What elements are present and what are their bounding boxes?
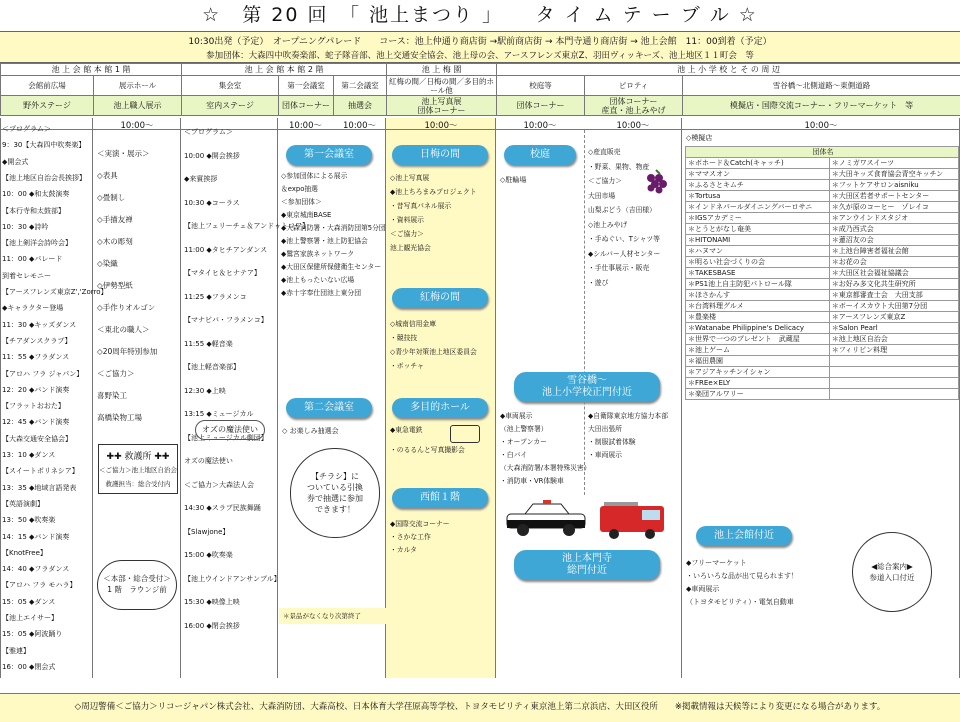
- kotei-pill: 校庭: [504, 145, 576, 165]
- piloti-line: ＜ご協力＞: [588, 177, 622, 185]
- hakubai-line: ◇池上写真展: [390, 174, 430, 182]
- time-piloti: 10:00〜: [616, 121, 650, 131]
- hq-reception: ＜本部・総合受付＞ 1 階 ラウンジ前: [97, 560, 177, 610]
- theme-group: 団体コーナー: [279, 96, 334, 116]
- kaikan-line: ・いろいろな品が出て見られます！: [686, 572, 798, 580]
- hakubai-line: 池上観光協会: [390, 244, 431, 252]
- shukai-line: 13:15 ◆ミュージカル: [184, 410, 254, 418]
- tamokuteki-line: ◆東急電鉄: [390, 426, 423, 434]
- room-piloti: ピロティ: [585, 76, 683, 96]
- tenji-line: ◇染織: [97, 259, 118, 268]
- stall-left: ＊TAKESBASE: [686, 268, 830, 279]
- stall-left: ＊楽団アルワリー: [686, 389, 830, 400]
- stall-left: ＊池上ゲーム: [686, 345, 830, 356]
- stall-head: 団体名: [686, 147, 959, 158]
- stall-left: ＊HITONAMI: [686, 235, 830, 246]
- stall-right: ＊アンウインドスタジオ: [829, 213, 958, 224]
- stall-right: ＊アースフレンズ東京Z: [829, 312, 958, 323]
- yukigaya_l-line: （池上警察署）: [500, 425, 548, 433]
- room1-line: ◆大森消防署・大森消防団第5分団: [281, 224, 386, 232]
- stall-right: ＊大田区社会福祉協議会: [829, 268, 958, 279]
- piloti-line: ・手仕事展示・販売: [588, 264, 650, 272]
- stall-left: ＊Watanabe Philippine's Delicacy: [686, 323, 830, 334]
- stage-line: 【アースフレンズ東京Z','Zorro】: [2, 288, 108, 296]
- room-kotei: 校庭等: [497, 76, 585, 96]
- shukai-line: 10:00 ◆開会挨拶: [184, 151, 240, 160]
- tenji-line: ◇畳制し: [97, 193, 126, 202]
- stage-line: 15：05 ◆ダンス: [2, 597, 56, 606]
- shukai-line: 【池上ウインドアンサンブル】: [184, 574, 281, 583]
- room1-line: ◆池上もったいない広場: [281, 276, 355, 284]
- stall-right: ＊お花の会: [829, 257, 958, 268]
- stall-left: ＊豊楽楼: [686, 312, 830, 323]
- stage-line: 12：20 ◆バンド演奏: [2, 385, 70, 394]
- stall-right: ＊フットケアサロンaisniku: [829, 180, 958, 191]
- page-title: ☆ 第 20 回 「 池上まつり 」 タ イ ム テ ー ブ ル ☆: [202, 4, 758, 26]
- stall-right: [829, 367, 958, 378]
- stall-right: ＊池上地区自治会: [829, 334, 958, 345]
- stall-left: ＊ママスオン: [686, 169, 830, 180]
- theme-photo: 池上写真展 団体コーナー: [387, 96, 497, 116]
- shukai-line: オズの魔法使い: [184, 457, 233, 465]
- kaikan-pill: 池上会館付近: [696, 526, 792, 546]
- stage-line: 到着セレモニー: [2, 271, 51, 280]
- shukai-line: 【マナビバ・フラメンコ】: [184, 316, 268, 324]
- tamokuteki-pill: 多目的ホール: [392, 398, 488, 418]
- yukigaya_l-line: ・消防車・VR体験車: [500, 477, 564, 485]
- stage-line: ◆開会式: [2, 157, 29, 166]
- stall-left: ＊ハヌマン: [686, 246, 830, 257]
- time-kotei: 10:00〜: [523, 121, 557, 131]
- piloti-line: 大田市場: [588, 191, 616, 200]
- venue-school: 池 上 小 学 校 と そ の 周 辺: [497, 64, 960, 76]
- shukai-line: 15:00 ◆吹奏楽: [184, 551, 233, 559]
- tenji-line: ＜ご協力＞: [97, 369, 135, 378]
- room-1: 第一会議室: [279, 76, 334, 96]
- yukigaya_r-line: ・車両展示: [588, 451, 622, 459]
- tenji-line: ◇伊勢型紙: [97, 281, 133, 290]
- koubai-pill: 紅梅の間: [392, 288, 488, 308]
- shukai-line: 11:00 ◆タヒチアンダンス: [184, 245, 268, 254]
- stall-right: ＊ボーイスカウト大田第7分団: [829, 301, 958, 312]
- kaikan-line: （トヨタモビリティ）・電気自動車: [686, 598, 794, 606]
- shukai-line: 【池上軽音楽部】: [184, 363, 240, 371]
- honmonji-pill: 池上本門寺 総門付近: [514, 550, 660, 580]
- room-plaza: 会館前広場: [1, 76, 94, 96]
- koubai-line: ・競技技: [390, 334, 418, 342]
- yukigaya_l-line: （大森消防署/本署特殊災害）: [500, 464, 591, 472]
- shukai-line: ＜プログラム＞: [184, 128, 233, 136]
- venue-honkan-2f: 池 上 会 館 本 館 2 階: [182, 64, 387, 76]
- room-exhibit-hall: 展示ホール: [94, 76, 182, 96]
- oz-badge: オズの魔法使い: [195, 420, 265, 440]
- room1-line: ＆expo抽選: [281, 185, 318, 193]
- room-shukai: 集会室: [182, 76, 279, 96]
- yukigaya_l-line: ・白バイ: [500, 451, 528, 459]
- koubai-line: ◇青少年対策池上地区委員会: [390, 348, 477, 356]
- yukigaya-pill: 雪谷橋〜 池上小学校正門付近: [514, 372, 660, 402]
- stage-line: 【本行寺和太鼓部】: [2, 206, 65, 215]
- stage-line: 【池上エイサー】: [2, 614, 58, 622]
- fire-truck-icon: [598, 498, 666, 540]
- stage-line: 11：30 ◆キッズダンス: [2, 320, 77, 329]
- kaikan-line: ◆フリーマーケット: [686, 559, 747, 567]
- yukigaya_r-line: ◆自衛隊東京地方協力本部: [588, 412, 668, 420]
- tenji-line: ◇手描友禅: [97, 215, 133, 224]
- stall-left: ＊とうとがなし奄美: [686, 224, 830, 235]
- yukigaya_r-line: 大田出張所: [588, 425, 622, 433]
- tenji-line: ◇手作りオルゴン: [97, 303, 156, 312]
- stage-line: 【スイートポリネシア】: [2, 467, 79, 476]
- stall-left: ＊IGSアカデミー: [686, 213, 830, 224]
- piloti-line: ・野菜、果物、物産: [588, 162, 650, 171]
- room1-pill: 第一会議室: [286, 145, 372, 165]
- stall-right: ＊お好み多文化共生研究所: [829, 279, 958, 290]
- stall-right: ＊上池台障害者福祉会館: [829, 246, 958, 257]
- tenji-line: ◇20周年特別参加: [97, 347, 158, 356]
- venue-baien: 池 上 梅 園: [387, 64, 497, 76]
- stall-right: ＊大田キッズ食育協会青空キッチン: [829, 169, 958, 180]
- stage-line: 16：00 ◆閉会式: [2, 662, 56, 671]
- stall-right: ＊ノミガワスイーツ: [829, 158, 958, 169]
- theme-indoor: 室内ステージ: [182, 96, 279, 116]
- stage-line: 13：50 ◆吹奏楽: [2, 516, 56, 525]
- piloti-line: ・遊び: [588, 278, 609, 287]
- stage-line: 15：05 ◆阿波踊り: [2, 630, 63, 639]
- stall-left: ＊ふるさとキムチ: [686, 180, 830, 191]
- room2-lottery: ◇ お楽しみ抽選会: [282, 427, 339, 435]
- stage-line: 【英語演劇】: [2, 499, 44, 508]
- stage-line: 10：30 ◆詩吟: [2, 222, 49, 231]
- shukai-line: ◆来賓挨拶: [184, 175, 218, 183]
- stall-left: ＊Tortusa: [686, 191, 830, 202]
- divider-kotei: [584, 130, 585, 495]
- shukai-line: 11:55 ◆軽音楽: [184, 339, 233, 348]
- tamokuteki-line: ・のるるんと写真撮影会: [390, 446, 465, 454]
- room1-line: ◆鷲宮家族ネットワーク: [281, 250, 355, 258]
- footer: ◇周辺警備＜ご協力＞リコージャパン株式会社、大森消防団、大森高校、日本体育大学荏原高等学校、トヨタモビリティ東京池上第二京浜店、大田区役所 ※掲載情報は天候等により変更になる場合があります。: [0, 693, 960, 722]
- stage-line: ＜プログラム＞: [2, 125, 51, 133]
- room1-line: ◇参加団体による展示: [281, 172, 348, 180]
- piloti-line: ◇産直販売: [588, 148, 621, 156]
- stage-line: 【池上地区自治会長挨拶】: [2, 173, 86, 182]
- stage-line: 11：00 ◆パレード: [2, 255, 63, 264]
- train-icon: [450, 425, 480, 443]
- police-car-icon: [503, 500, 589, 538]
- time-exhibit: 10:00〜: [120, 121, 154, 131]
- stall-right: ＊蓮沼友の会: [829, 235, 958, 246]
- stall-left: ＊ボホード＆Catch(キャッチ): [686, 158, 830, 169]
- shukai-line: 15:30 ◆映像上映: [184, 598, 240, 606]
- shukai-line: 14:30 ◆スラブ民族舞踊: [184, 504, 261, 512]
- stage-line: 10：00 ◆和太鼓演奏: [2, 190, 70, 199]
- stage-line: 【アロハ フラ モハラ】: [2, 581, 77, 590]
- stall-left: ＊福田農園: [686, 356, 830, 367]
- tenji-line: ＜東北の職人＞: [97, 325, 150, 334]
- room-baien: 紅梅の間／日梅の間／多目的ホール他: [387, 76, 497, 96]
- piloti-line: 山梨ぶどう（吉田様）: [588, 206, 656, 214]
- stall-left: ＊世界で一つのプレゼント 武蔵屋: [686, 334, 830, 345]
- shukai-line: 【池上フェリーチェ＆アンドゥトロワ】: [184, 222, 309, 230]
- stage-line: 【フラットおおた】: [2, 402, 65, 411]
- time-room2: 10:00〜: [343, 121, 376, 131]
- shukai-line: 11:25 ◆フラメンコ: [184, 292, 247, 301]
- room1-line: ◆大田区保健所保健衛生センター: [281, 263, 382, 271]
- stall-left: ＊台湾料理グルメ: [686, 301, 830, 312]
- stall-right: [829, 356, 958, 367]
- room-road: 雪谷橋〜北側道路〜東側道路: [683, 76, 960, 96]
- stalls-title: ◇模擬店: [686, 134, 713, 142]
- theme-craft: 池上職人展示: [94, 96, 182, 116]
- stall-right: ＊東京都審査士会 大田支部: [829, 290, 958, 301]
- time-road: 10:00〜: [804, 121, 838, 131]
- stage-line: 【アロハ フラ ジャパン】: [2, 369, 84, 378]
- seishu-line: ◆国際交流コーナー: [390, 520, 450, 528]
- stall-right: ＊成乃西式会: [829, 224, 958, 235]
- room-2: 第二会議室: [334, 76, 387, 96]
- col-stage: [0, 118, 93, 678]
- piloti-line: ・手ぬぐい、Tシャツ等: [588, 235, 660, 243]
- stage-line: 13：10 ◆ダンス: [2, 451, 56, 459]
- piloti-line: ◆シルバー人材センター: [588, 249, 661, 258]
- hakubai-line: ・昔写真パネル展示: [390, 202, 452, 210]
- stall-left: ＊FREe×ELY: [686, 378, 830, 389]
- stage-line: 14：40 ◆フラダンス: [2, 565, 70, 574]
- stage-line: 11：55 ◆フラダンス: [2, 353, 70, 362]
- tenji-line: ◇表具: [97, 171, 118, 180]
- room2-pill: 第二会議室: [286, 398, 372, 418]
- parade-band: [0, 31, 960, 63]
- stall-left: ＊PS1池上自主防犯パトロール隊: [686, 279, 830, 290]
- first-aid-sub: ＜ご協力＞池上地区自治会: [99, 466, 177, 474]
- room1-line: ＜参加団体＞: [281, 198, 322, 206]
- kaikan-line: ◆車両展示: [686, 585, 720, 593]
- room1-line: ◆赤十字奉仕団池上東分団: [281, 289, 361, 297]
- tenji-line: ◇木の彫刻: [97, 237, 133, 246]
- hakubai-line: ◆池上ちろまみプロジェクト: [390, 188, 477, 196]
- stall-right: ＊フィリピン料理: [829, 345, 958, 356]
- theme-lottery: 抽選会: [334, 96, 387, 116]
- first-aid-sub2: 救護担当：総合受付内: [105, 480, 171, 488]
- flyer-bubble: 【チラシ】に ついている引換 券で抽選に参加 できます！: [290, 448, 380, 538]
- stage-line: 9：30【大森四中吹奏楽】: [2, 141, 86, 150]
- info-circle: ◀総合案内▶ 参道入口付近: [852, 532, 932, 612]
- stall-right: [829, 378, 958, 389]
- koubai-line: ◇城南信用金庫: [390, 320, 437, 328]
- stage-line: 14：15 ◆バンド演奏: [2, 532, 70, 541]
- first-aid-title: ✚✚ 救護所 ✚✚: [106, 452, 170, 462]
- koubai-line: ・ボッチャ: [390, 362, 424, 370]
- shukai-line: 16:00 ◆閉会挨拶: [184, 621, 240, 630]
- seishu-pill: 西館１階: [392, 488, 488, 508]
- shukai-line: ＜ご協力＞大森法人会: [184, 480, 254, 489]
- yukigaya_r-line: ・制服試着体験: [588, 438, 636, 446]
- theme-piloti: 団体コーナー 産直・池上みやげ: [585, 96, 683, 116]
- stall-left: ＊インドネパールダイニングバーロサニ: [686, 202, 830, 213]
- seishu-line: ・さかな工作: [390, 533, 431, 541]
- stage-line: ◆キャラクター登場: [2, 304, 64, 313]
- tenji-line: 喜野染工: [97, 391, 127, 400]
- stage-line: 【KnotFree】: [2, 548, 47, 557]
- stage-line: 13：35 ◆地域言語発表: [2, 483, 77, 492]
- piloti-line: ◇池上みやげ: [588, 220, 628, 229]
- groups-line: 参加団体：大森四中吹奏楽部、蛇子隊音部、池上交通安全協会、池上母の会、アースフレンズ東京Z、羽田ヴィッキーズ、池上地区１１町会 等: [206, 51, 754, 61]
- yukigaya_l-line: ◆車両展示: [500, 412, 533, 420]
- theme-kotei: 団体コーナー: [497, 96, 585, 116]
- yukigaya_l-line: ・オープンカー: [500, 438, 547, 446]
- stall-left: ＊ほさかんす: [686, 290, 830, 301]
- stage-line: 【チアダンスクラブ】: [2, 336, 72, 345]
- room1-line: ◆池上警察署・池上防犯協会: [281, 237, 368, 245]
- theme-stage: 野外ステージ: [1, 96, 94, 116]
- hakubai-line: ＜ご協力＞: [390, 230, 424, 238]
- ticket-note: ＊景品がなくなり次第終了: [279, 608, 386, 624]
- room1-line: ◆東京城南BASE: [281, 211, 332, 219]
- parade-line: 10:30出発（予定） オープニングパレード コース：池上仲通り商店街 →駅前商店街 → 本門寺通り商店街 → 池上会館 11：00到着（予定）: [188, 37, 772, 47]
- shukai-line: 12:30 ◆上映: [184, 386, 226, 395]
- stage-line: 【大森交通安全協会】: [2, 434, 72, 443]
- stall-right: ＊久が原のコーヒー ゾレイコ: [829, 202, 958, 213]
- stall-right: [829, 389, 958, 400]
- grape-icon: [642, 168, 670, 196]
- shukai-line: 【池上ミュージカル劇団】: [184, 433, 268, 442]
- time-baien: 10:00〜: [424, 121, 458, 131]
- shukai-line: 【Slawjone】: [184, 527, 230, 536]
- seishu-line: ・カルタ: [390, 546, 417, 554]
- stall-table: [685, 146, 959, 400]
- stage-line: 【雅連】: [2, 646, 30, 655]
- stage-line: 12：45 ◆バンド演奏: [2, 418, 70, 427]
- tenji-line: 高橋染物工場: [97, 413, 142, 422]
- stall-right: ＊大田区若者サポートセンター: [829, 191, 958, 202]
- shukai-line: 10:30 ◆コーラス: [184, 198, 240, 207]
- tenji-line: ＜実演・展示＞: [97, 149, 150, 158]
- first-aid-box: [98, 444, 178, 494]
- hakubai-pill: 日梅の間: [392, 145, 488, 165]
- bike-parking: ◇駐輪場: [500, 176, 527, 184]
- stall-left: ＊アジアキッチンイシャン: [686, 367, 830, 378]
- time-room1: 10:00〜: [289, 121, 322, 131]
- shukai-line: 【マタイヒ＆ヒナテア】: [184, 269, 261, 277]
- hakubai-line: ・資料展示: [390, 216, 424, 224]
- header-grid: [0, 63, 960, 116]
- theme-road: 模擬店・国際交流コーナー・フリーマーケット 等: [683, 96, 960, 116]
- stall-left: ＊明るい社会づくりの会: [686, 257, 830, 268]
- stage-line: 【池上剣洋会詩吟会】: [2, 239, 72, 248]
- venue-honkan-1f: 池 上 会 館 本 館 1 階: [1, 64, 182, 76]
- stall-right: ＊Salon Pearl: [829, 323, 958, 334]
